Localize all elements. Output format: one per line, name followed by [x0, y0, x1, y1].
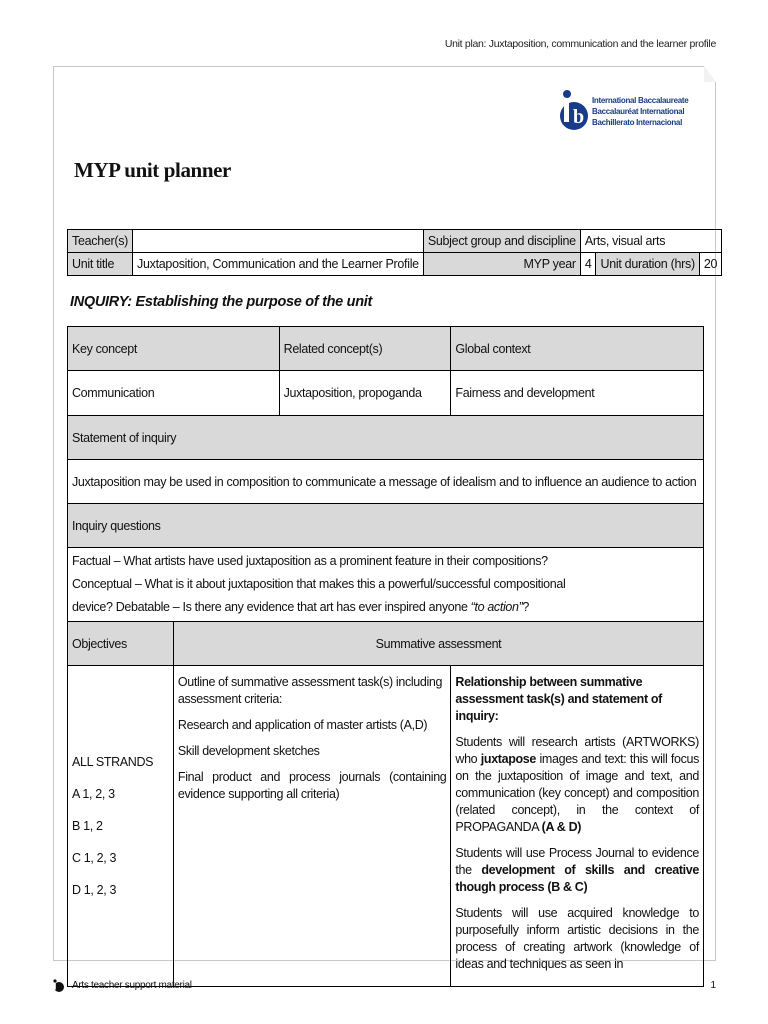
question-emphasis: “to action” — [470, 600, 523, 614]
objective-item: C 1, 2, 3 — [72, 851, 117, 865]
objective-item: ALL STRANDS — [72, 755, 154, 769]
related-concepts-value: Juxtaposition, propoganda — [279, 371, 451, 416]
relationship-text: Students will research artists (ARTWORKS) who — [455, 735, 699, 766]
concepts-header-row — [68, 327, 704, 371]
relationship-text: images and text: this will focus on the juxtaposition of image and text, and communication (key concept) and composition (related concept), in the context of PROPAGANDA — [455, 752, 699, 834]
question-debatable — [72, 596, 699, 619]
inquiry-heading: INQUIRY: Establishing the purpose of the unit — [70, 294, 373, 310]
outline-item: Skill development sketches — [177, 744, 320, 758]
running-header: Unit plan: Juxtaposition, communication and the learner profile — [444, 38, 716, 50]
unit-title-value: Juxtaposition, Communication and the Learner Profile — [133, 253, 424, 276]
ib-footer-icon — [52, 979, 64, 993]
relationship-text: Students will use Process Journal to evidence the — [455, 846, 699, 877]
logo-line: Bachillerato Internacional — [592, 118, 683, 127]
key-concept-label: Key concept — [68, 327, 280, 371]
logo-line: International Baccalaureate — [592, 96, 689, 105]
statement-label: Statement of inquiry — [68, 416, 704, 460]
page-number: 1 — [710, 980, 716, 991]
statement-header-row — [68, 416, 704, 460]
teacher-label: Teacher(s) — [68, 230, 133, 253]
questions-header-row — [68, 504, 704, 548]
inquiry-table — [67, 326, 704, 987]
ib-logo-icon — [558, 88, 590, 148]
outline-item: Final product and process journals (containing evidence supporting all criteria) — [177, 770, 447, 801]
footer-label: Arts teacher support material — [72, 980, 192, 991]
assessment-body-row — [68, 666, 704, 987]
logo-line: Baccalauréat International — [592, 107, 685, 116]
relationship-heading — [455, 674, 699, 725]
assessment-relationship — [451, 666, 704, 987]
relationship-item: Students will use acquired knowledge to purposefully inform artistic decisions in the process of creating artwork (knowledge of ideas and techniques as seen in — [455, 906, 699, 971]
ib-logo — [558, 88, 689, 148]
myp-year-value: 4 — [580, 253, 596, 276]
assessment-header-row — [68, 622, 704, 666]
related-concepts-label: Related concept(s) — [279, 327, 451, 371]
key-concept-value: Communication — [68, 371, 280, 416]
myp-year-label: MYP year — [423, 253, 580, 276]
assessment-outline — [173, 666, 451, 987]
outline-item: Research and application of master artists (A,D) — [177, 718, 428, 732]
objective-item: B 1, 2 — [72, 819, 103, 833]
question-factual: Factual – What artists have used juxtaposition as a prominent feature in their compositions? — [72, 554, 548, 568]
page-corner-fold — [704, 66, 716, 82]
statement-value: Juxtaposition may be used in composition to communicate a message of idealism and to influence an audience to action — [68, 460, 704, 504]
summative-assessment-label: Summative assessment — [173, 622, 703, 666]
relationship-item — [455, 734, 699, 836]
svg-text:b: b — [573, 106, 585, 128]
unit-title-label: Unit title — [68, 253, 133, 276]
teacher-value — [133, 230, 424, 253]
concepts-value-row — [68, 371, 704, 416]
question-text: device? Debatable – Is there any evidence that art has ever inspired anyone — [72, 600, 471, 614]
duration-label: Unit duration (hrs) — [596, 253, 699, 276]
meta-row-teacher — [68, 230, 722, 253]
relationship-item — [455, 845, 699, 896]
objectives-label: Objectives — [68, 622, 174, 666]
statement-value-row — [68, 460, 704, 504]
doc-title: MYP unit planner — [74, 158, 231, 182]
questions-value-row — [68, 548, 704, 622]
meta-row-unit — [68, 253, 722, 276]
duration-value: 20 — [699, 253, 721, 276]
objective-item: D 1, 2, 3 — [72, 883, 117, 897]
subject-value: Arts, visual arts — [580, 230, 721, 253]
subject-label: Subject group and discipline — [423, 230, 580, 253]
ib-logo-wordmark — [592, 95, 688, 128]
relationship-bold: development of skills and creative though process (B & C) — [455, 863, 699, 894]
relationship-heading-text: Relationship between summative assessment task(s) and statement of inquiry: — [455, 675, 662, 723]
global-context-value: Fairness and development — [451, 371, 704, 416]
question-conceptual: Conceptual – What is it about juxtaposition that makes this a powerful/successful compositional — [72, 577, 566, 591]
inquiry-questions-label: Inquiry questions — [68, 504, 704, 548]
objectives-list — [68, 666, 174, 987]
question-text: ? — [522, 600, 530, 614]
outline-item: Outline of summative assessment task(s) including assessment criteria: — [177, 675, 443, 706]
relationship-bold: juxtapose — [480, 752, 536, 766]
global-context-label: Global context — [451, 327, 704, 371]
objective-item: A 1, 2, 3 — [72, 787, 115, 801]
unit-meta-table — [67, 229, 722, 276]
relationship-bold: (A & D) — [541, 820, 582, 834]
inquiry-questions-value — [68, 548, 704, 622]
